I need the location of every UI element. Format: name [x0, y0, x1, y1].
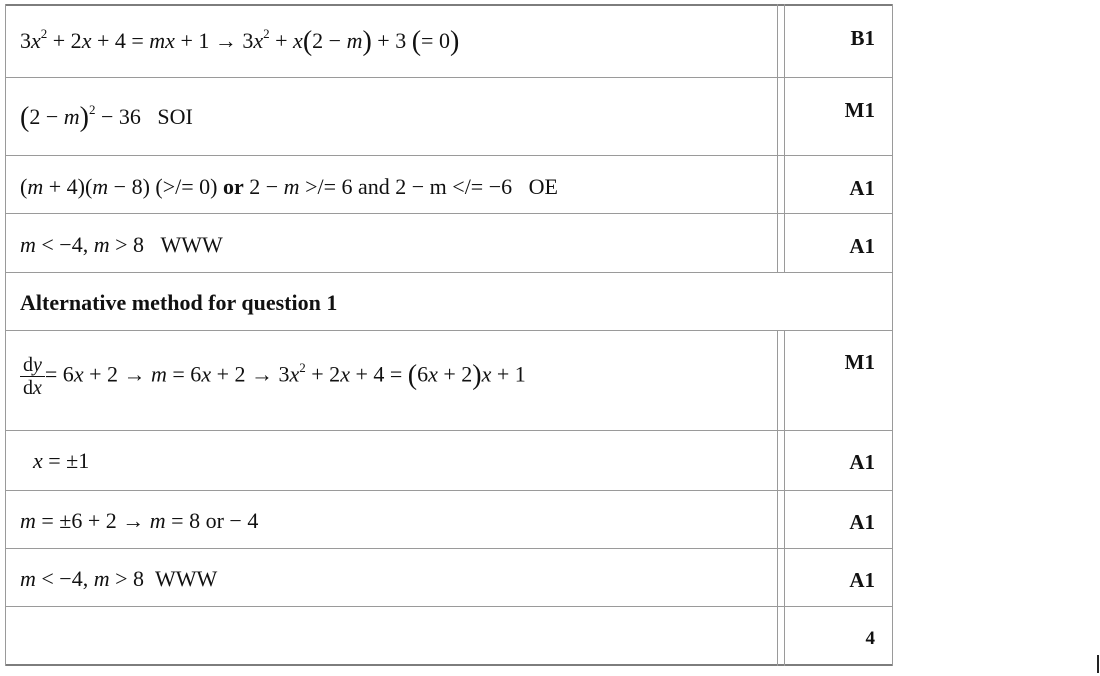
row-6-mark: M1	[844, 350, 875, 374]
row-4-mark: A1	[849, 234, 875, 258]
www-label: WWW	[160, 232, 223, 257]
row-1-working: $3x^2 + 2x + 4$ = mx + $1 \to 3x^2 + x(2 - m) + 3$ (= 0)	[20, 26, 460, 57]
row-8-mark: A1	[849, 510, 875, 534]
or-word: or	[222, 174, 244, 199]
row-2-working: $(2 - m)^2 - 36$ SOI	[20, 102, 193, 133]
row-2-mark: M1	[844, 98, 875, 122]
www-label-2: WWW	[155, 566, 218, 591]
row-1-mark: B1	[850, 26, 875, 50]
row-9-working: m < −4, m > 8 WWW	[20, 566, 218, 591]
alternative-method-heading: Alternative method for question 1	[20, 290, 338, 315]
row-3-mark: A1	[849, 176, 875, 200]
oe-label: OE	[528, 174, 558, 199]
soi-label: SOI	[157, 104, 193, 129]
row-3-working: (m + 4)(m − 8) (>/= 0) or 2 − m >/= 6 and 2 − m </= −6 OE	[20, 174, 558, 199]
row-4-working: m < −4, m > 8 WWW	[20, 232, 223, 257]
total-marks: 4	[865, 628, 875, 649]
row-3-tail: 6 and 2 − m </= −6	[341, 174, 513, 199]
row-6-working: $\frac{dy}{dx}$ = $6x + 2 \to m = 6x + 2 \to 3x^2 + 2x + 4 = (6x + 2)x + 1$	[20, 354, 526, 399]
row-7-mark: A1	[849, 450, 875, 474]
row-7-working: x = ±1	[33, 448, 90, 473]
markscheme-table	[5, 4, 893, 666]
row-8-working: m = ±6 + 2 → m = 8 or − 4	[20, 508, 259, 533]
text-cursor	[1097, 655, 1099, 673]
or-word-2: or	[205, 508, 224, 533]
row-9-mark: A1	[849, 568, 875, 592]
